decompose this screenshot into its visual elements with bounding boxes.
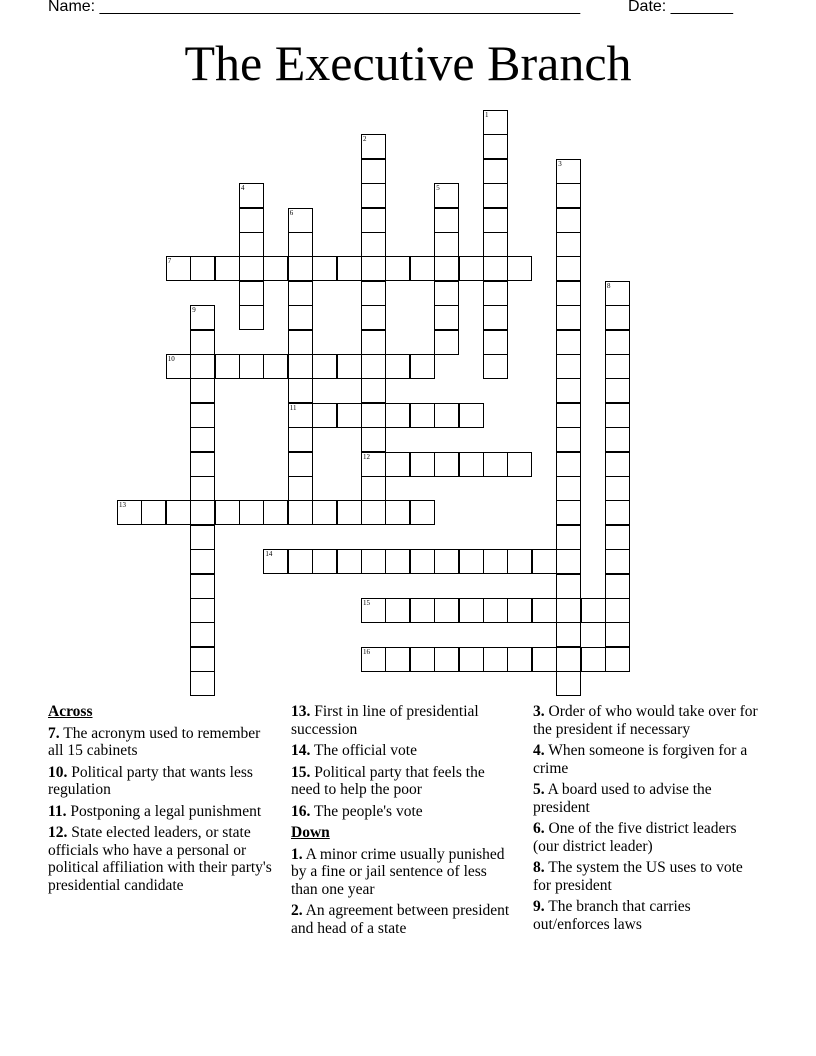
crossword-cell[interactable] xyxy=(239,183,264,208)
crossword-cell[interactable] xyxy=(288,549,313,574)
clue-number: 11 xyxy=(289,403,297,412)
crossword-cell[interactable] xyxy=(288,330,313,355)
down-clue-list-continued xyxy=(533,703,758,933)
clue-item-number: 4. xyxy=(533,742,545,759)
crossword-cell[interactable] xyxy=(288,305,313,330)
clue-item-text: State elected leaders, or state officials who have a personal or political affiliation with their party's presidential candidate xyxy=(48,824,272,894)
crossword-cell[interactable] xyxy=(385,256,410,281)
crossword-cell[interactable] xyxy=(410,549,435,574)
crossword-cell[interactable] xyxy=(263,256,288,281)
crossword-cell[interactable] xyxy=(483,598,508,623)
clue-item-number: 2. xyxy=(291,902,303,919)
clue-item xyxy=(291,703,516,738)
crossword-cell[interactable] xyxy=(361,354,386,379)
clue-number: 14 xyxy=(265,550,273,559)
clue-number: 6 xyxy=(289,208,294,217)
crossword-cell[interactable] xyxy=(605,476,630,501)
crossword-cell[interactable] xyxy=(190,671,215,696)
clue-item-number: 15. xyxy=(291,763,311,781)
clue-item-number: 12. xyxy=(48,824,68,841)
name-field-label: Name: ______________________________________________________ xyxy=(48,0,581,15)
crossword-cell[interactable] xyxy=(361,330,386,355)
crossword-cell[interactable] xyxy=(190,500,215,525)
clue-number: 10 xyxy=(167,355,175,363)
crossword-cell[interactable] xyxy=(288,476,313,501)
clue-item xyxy=(533,820,758,855)
crossword-cell[interactable] xyxy=(483,134,508,159)
crossword-cell[interactable] xyxy=(434,256,459,281)
crossword-cell[interactable] xyxy=(337,256,362,281)
clues-column-1 xyxy=(48,703,273,898)
crossword-cell[interactable] xyxy=(483,330,508,355)
crossword-cell[interactable] xyxy=(532,598,557,623)
crossword-cell[interactable] xyxy=(361,476,386,501)
crossword-cell[interactable] xyxy=(361,232,386,257)
crossword-cell[interactable] xyxy=(410,647,435,672)
crossword-cell[interactable] xyxy=(361,208,386,233)
crossword-cell[interactable] xyxy=(605,281,630,306)
crossword-cell[interactable] xyxy=(288,208,313,233)
crossword-cell[interactable] xyxy=(434,232,459,257)
clue-item-number: 6. xyxy=(533,820,545,837)
crossword-cell[interactable] xyxy=(361,500,386,525)
crossword-cell[interactable] xyxy=(361,159,386,184)
crossword-cell[interactable] xyxy=(288,281,313,306)
crossword-cell[interactable] xyxy=(434,647,459,672)
clue-item-text: The branch that carries out/enforces laws xyxy=(533,898,691,933)
crossword-cell[interactable] xyxy=(166,354,191,379)
crossword-cell[interactable] xyxy=(410,500,435,525)
crossword-cell[interactable] xyxy=(605,427,630,452)
crossword-cell[interactable] xyxy=(166,256,191,281)
crossword-cell[interactable] xyxy=(337,403,362,428)
crossword-cell[interactable] xyxy=(312,256,337,281)
crossword-cell[interactable] xyxy=(239,232,264,257)
crossword-cell[interactable] xyxy=(459,403,484,428)
crossword-cell[interactable] xyxy=(434,208,459,233)
clue-item-number: 10. xyxy=(48,763,68,781)
crossword-cell[interactable] xyxy=(556,622,581,647)
clues-column-3 xyxy=(533,703,758,937)
clue-item-text: Political party that wants less regulation xyxy=(48,763,253,798)
crossword-cell[interactable] xyxy=(288,427,313,452)
clue-item-number: 9. xyxy=(533,898,545,915)
clue-item xyxy=(48,764,273,799)
crossword-cell[interactable] xyxy=(239,256,264,281)
crossword-cell[interactable] xyxy=(434,598,459,623)
crossword-cell[interactable] xyxy=(532,549,557,574)
crossword-cell[interactable] xyxy=(556,671,581,696)
crossword-cell[interactable] xyxy=(166,500,191,525)
crossword-cell[interactable] xyxy=(117,500,142,525)
crossword-cell[interactable] xyxy=(312,549,337,574)
clue-item-text: First in line of presidential succession xyxy=(291,703,479,738)
crossword-cell[interactable] xyxy=(361,647,386,672)
clue-item xyxy=(533,859,758,894)
crossword-cell[interactable] xyxy=(556,378,581,403)
crossword-cell[interactable] xyxy=(605,403,630,428)
crossword-cell[interactable] xyxy=(312,354,337,379)
crossword-cell[interactable] xyxy=(556,208,581,233)
crossword-cell[interactable] xyxy=(483,354,508,379)
across-clue-list xyxy=(48,725,273,895)
crossword-cell[interactable] xyxy=(361,183,386,208)
crossword-cell[interactable] xyxy=(190,452,215,477)
clue-number: 1 xyxy=(485,111,489,119)
page-title: The Executive Branch xyxy=(184,35,632,91)
crossword-cell[interactable] xyxy=(190,476,215,501)
crossword-cell[interactable] xyxy=(507,549,532,574)
crossword-cell[interactable] xyxy=(556,574,581,599)
crossword-cell[interactable] xyxy=(385,403,410,428)
crossword-cell[interactable] xyxy=(190,354,215,379)
crossword-cell[interactable] xyxy=(361,549,386,574)
crossword-cell[interactable] xyxy=(239,281,264,306)
crossword-cell[interactable] xyxy=(605,330,630,355)
crossword-cell[interactable] xyxy=(556,549,581,574)
crossword-cell[interactable] xyxy=(263,549,288,574)
clue-item-number: 11. xyxy=(48,802,67,820)
crossword-cell[interactable] xyxy=(434,403,459,428)
clue-item-number: 1. xyxy=(291,845,303,863)
clue-number: 4 xyxy=(241,184,245,193)
crossword-cell[interactable] xyxy=(556,183,581,208)
crossword-cell[interactable] xyxy=(556,427,581,452)
crossword-cell[interactable] xyxy=(239,354,264,379)
clue-item-number: 16. xyxy=(291,802,311,820)
down-heading: Down xyxy=(291,824,330,841)
clue-item xyxy=(291,764,516,799)
crossword-cell[interactable] xyxy=(215,500,240,525)
clue-item-text: A minor crime usually punished by a fine or jail sentence of less than one year xyxy=(291,845,505,898)
crossword-cell[interactable] xyxy=(190,403,215,428)
crossword-cell[interactable] xyxy=(410,598,435,623)
clue-item-text: The official vote xyxy=(310,742,417,759)
clue-item-text: Political party that feels the need to help the poor xyxy=(291,763,485,798)
clue-item xyxy=(48,824,273,894)
date-field-label: Date: _______ xyxy=(628,0,733,15)
crossword-cell[interactable] xyxy=(605,305,630,330)
clue-item-text: Order of who would take over for the president if necessary xyxy=(533,703,758,738)
clue-item xyxy=(291,742,516,760)
crossword-cell[interactable] xyxy=(361,256,386,281)
clue-number: 12 xyxy=(363,452,370,461)
clue-item-text: When someone is forgiven for a crime xyxy=(533,742,748,777)
clue-item-number: 7. xyxy=(48,724,60,742)
clue-number: 8 xyxy=(607,281,611,290)
crossword-cell[interactable] xyxy=(483,549,508,574)
crossword-cell[interactable] xyxy=(190,427,215,452)
crossword-cell[interactable] xyxy=(459,598,484,623)
crossword-cell[interactable] xyxy=(605,500,630,525)
clue-item xyxy=(533,703,758,738)
crossword-cell[interactable] xyxy=(483,232,508,257)
crossword-cell[interactable] xyxy=(263,354,288,379)
crossword-cell[interactable] xyxy=(337,549,362,574)
clue-item-text: The system the US uses to vote for president xyxy=(533,859,743,894)
crossword-cell[interactable] xyxy=(605,354,630,379)
crossword-cell[interactable] xyxy=(459,647,484,672)
crossword-cell[interactable] xyxy=(605,647,630,672)
crossword-cell[interactable] xyxy=(483,281,508,306)
crossword-cell[interactable] xyxy=(288,232,313,257)
crossword-cell[interactable] xyxy=(434,452,459,477)
crossword-cell[interactable] xyxy=(434,305,459,330)
crossword-cell[interactable] xyxy=(434,549,459,574)
crossword-cell[interactable] xyxy=(556,452,581,477)
crossword-cell[interactable] xyxy=(239,500,264,525)
crossword-cell[interactable] xyxy=(556,598,581,623)
crossword-cell[interactable] xyxy=(556,525,581,550)
clue-number: 2 xyxy=(363,135,367,144)
crossword-cell[interactable] xyxy=(361,378,386,403)
crossword-cell[interactable] xyxy=(190,598,215,623)
crossword-cell[interactable] xyxy=(288,378,313,403)
crossword-cell[interactable] xyxy=(361,427,386,452)
crossword-cell[interactable] xyxy=(556,159,581,184)
crossword-cell[interactable] xyxy=(263,500,288,525)
crossword-cell[interactable] xyxy=(605,378,630,403)
across-heading: Across xyxy=(48,703,93,720)
crossword-cell[interactable] xyxy=(190,622,215,647)
crossword-cell[interactable] xyxy=(556,647,581,672)
clue-item-text: An agreement between president and head of a state xyxy=(291,902,510,937)
crossword-cell[interactable] xyxy=(434,281,459,306)
crossword-cell[interactable] xyxy=(605,598,630,623)
crossword-cell[interactable] xyxy=(507,598,532,623)
crossword-cell[interactable] xyxy=(556,281,581,306)
crossword-cell[interactable] xyxy=(385,647,410,672)
crossword-cell[interactable] xyxy=(190,647,215,672)
crossword-cell[interactable] xyxy=(190,305,215,330)
clue-number: 15 xyxy=(363,599,370,607)
crossword-cell[interactable] xyxy=(459,549,484,574)
crossword-cell[interactable] xyxy=(385,452,410,477)
crossword-cell[interactable] xyxy=(434,183,459,208)
clue-item-number: 3. xyxy=(533,703,545,720)
clue-item xyxy=(291,803,516,821)
clue-item-number: 8. xyxy=(533,859,545,876)
crossword-cell[interactable] xyxy=(410,452,435,477)
crossword-cell[interactable] xyxy=(556,256,581,281)
clue-item-text: The people's vote xyxy=(310,802,423,820)
clue-item-number: 5. xyxy=(533,781,545,798)
crossword-cell[interactable] xyxy=(483,110,508,135)
crossword-cell[interactable] xyxy=(337,500,362,525)
crossword-cell[interactable] xyxy=(141,500,166,525)
crossword-cell[interactable] xyxy=(361,281,386,306)
clue-item xyxy=(533,898,758,933)
crossword-cell[interactable] xyxy=(556,330,581,355)
crossword-cell[interactable] xyxy=(605,549,630,574)
crossword-cell[interactable] xyxy=(459,452,484,477)
clue-item-text: A board used to advise the president xyxy=(533,781,712,816)
crossword-cell[interactable] xyxy=(361,305,386,330)
across-clue-list-continued xyxy=(291,703,516,820)
crossword-cell[interactable] xyxy=(556,354,581,379)
crossword-cell[interactable] xyxy=(361,598,386,623)
clue-number: 16 xyxy=(363,647,370,656)
clue-item xyxy=(291,902,516,937)
crossword-cell[interactable] xyxy=(507,256,532,281)
crossword-cell[interactable] xyxy=(556,500,581,525)
clue-item xyxy=(291,846,516,899)
crossword-cell[interactable] xyxy=(581,598,606,623)
crossword-cell[interactable] xyxy=(215,354,240,379)
crossword-cell[interactable] xyxy=(507,452,532,477)
crossword-cell[interactable] xyxy=(288,500,313,525)
crossword-cell[interactable] xyxy=(190,549,215,574)
crossword-cell[interactable] xyxy=(605,574,630,599)
crossword-cell[interactable] xyxy=(605,525,630,550)
crossword-cell[interactable] xyxy=(556,476,581,501)
crossword-cell[interactable] xyxy=(361,452,386,477)
crossword-cell[interactable] xyxy=(605,622,630,647)
crossword-cell[interactable] xyxy=(483,305,508,330)
clue-item xyxy=(533,742,758,777)
down-clue-list xyxy=(291,846,516,938)
crossword-cell[interactable] xyxy=(288,403,313,428)
crossword-cell[interactable] xyxy=(385,549,410,574)
crossword-cell[interactable] xyxy=(288,354,313,379)
crossword-cell[interactable] xyxy=(556,305,581,330)
crossword-cell[interactable] xyxy=(190,525,215,550)
crossword-cell[interactable] xyxy=(410,256,435,281)
clue-item xyxy=(533,781,758,816)
clue-number: 5 xyxy=(436,184,440,193)
crossword-cell[interactable] xyxy=(288,452,313,477)
crossword-cell[interactable] xyxy=(483,256,508,281)
crossword-cell[interactable] xyxy=(190,574,215,599)
crossword-cell[interactable] xyxy=(337,354,362,379)
crossword-cell[interactable] xyxy=(483,159,508,184)
crossword-cell[interactable] xyxy=(239,208,264,233)
crossword-cell[interactable] xyxy=(288,256,313,281)
crossword-cell[interactable] xyxy=(385,500,410,525)
crossword-cell[interactable] xyxy=(190,378,215,403)
crossword-cell[interactable] xyxy=(312,500,337,525)
crossword-cell[interactable] xyxy=(385,354,410,379)
crossword-cell[interactable] xyxy=(361,134,386,159)
crossword-cell[interactable] xyxy=(385,598,410,623)
crossword-cell[interactable] xyxy=(483,452,508,477)
clue-item-number: 14. xyxy=(291,742,311,759)
crossword-cell[interactable] xyxy=(410,403,435,428)
crossword-cell[interactable] xyxy=(312,403,337,428)
clues-column-2 xyxy=(291,703,516,941)
clue-item-number: 13. xyxy=(291,703,311,720)
clue-number: 3 xyxy=(558,159,562,168)
crossword-cell[interactable] xyxy=(556,403,581,428)
crossword-cell[interactable] xyxy=(434,330,459,355)
crossword-cell[interactable] xyxy=(483,183,508,208)
clue-item-text: One of the five district leaders (our district leader) xyxy=(533,820,737,855)
crossword-cell[interactable] xyxy=(532,647,557,672)
crossword-cell[interactable] xyxy=(483,647,508,672)
crossword-cell[interactable] xyxy=(459,256,484,281)
crossword-cell[interactable] xyxy=(361,403,386,428)
clue-number: 13 xyxy=(119,501,126,510)
crossword-cell[interactable] xyxy=(605,452,630,477)
crossword-cell[interactable] xyxy=(239,305,264,330)
crossword-cell[interactable] xyxy=(410,354,435,379)
clue-item-text: Postponing a legal punishment xyxy=(66,802,262,820)
crossword-cell[interactable] xyxy=(190,330,215,355)
clue-number: 9 xyxy=(192,306,196,315)
crossword-cell[interactable] xyxy=(190,256,215,281)
clue-item xyxy=(48,803,273,821)
crossword-cell[interactable] xyxy=(581,647,606,672)
crossword-cell[interactable] xyxy=(507,647,532,672)
crossword-cell[interactable] xyxy=(556,232,581,257)
crossword-cell[interactable] xyxy=(483,208,508,233)
clue-item xyxy=(48,725,273,760)
crossword-cell[interactable] xyxy=(215,256,240,281)
clue-number: 7 xyxy=(167,257,172,266)
clue-item-text: The acronym used to remember all 15 cabinets xyxy=(48,724,261,759)
